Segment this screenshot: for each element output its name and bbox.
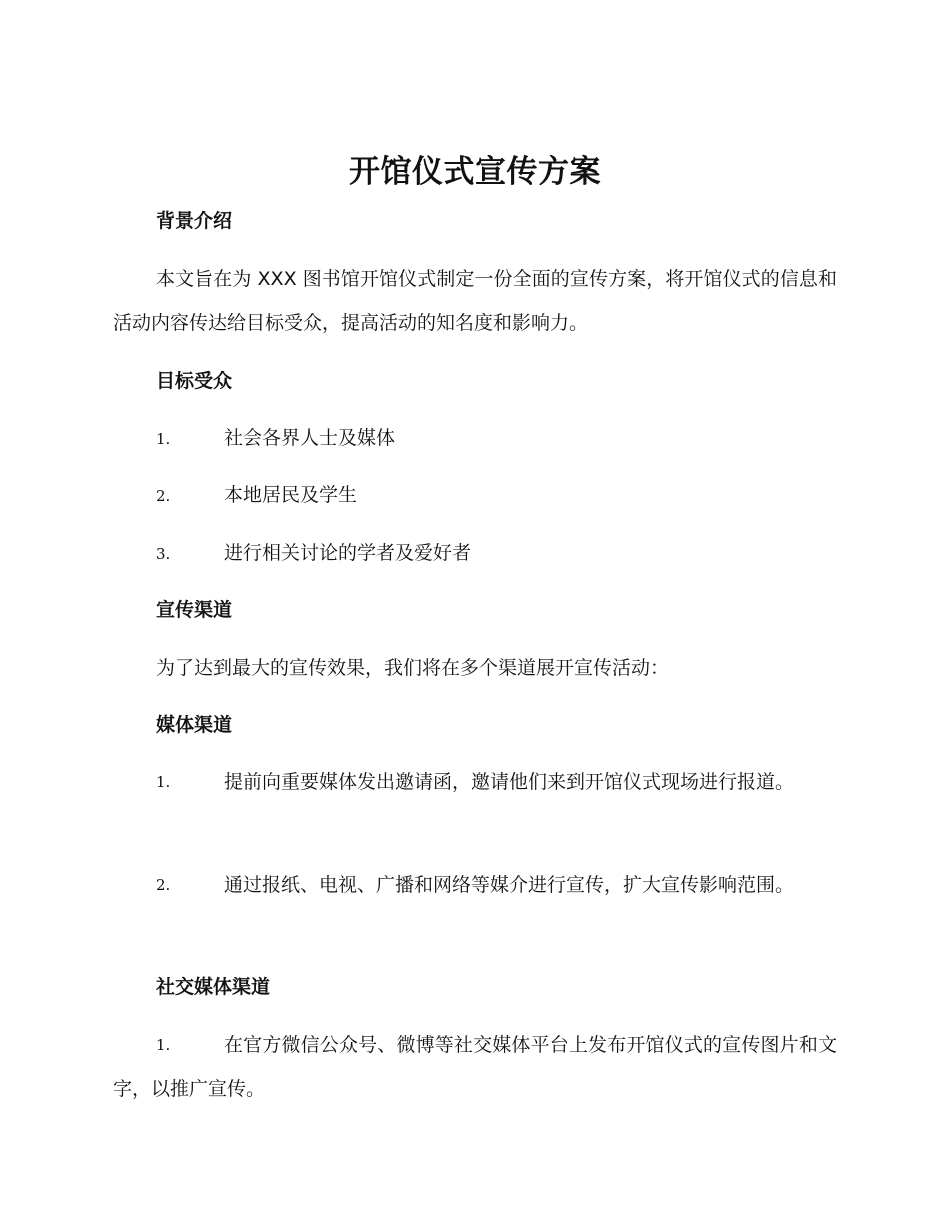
section-heading-background: 背景介绍 bbox=[156, 210, 233, 232]
list-number: 1. bbox=[156, 1036, 171, 1054]
list-number: 3. bbox=[156, 545, 171, 563]
channels-intro-text: 为了达到最大的宣传效果，我们将在多个渠道展开宣传活动： bbox=[156, 657, 670, 679]
list-item bbox=[113, 863, 837, 907]
list-number: 2. bbox=[156, 487, 171, 505]
section-heading-channels: 宣传渠道 bbox=[156, 599, 233, 621]
list-text: 本地居民及学生 bbox=[224, 484, 358, 506]
list-number: 2. bbox=[156, 876, 171, 894]
list-text: 在官方微信公众号、微博等社交媒体平台上发布开馆仪式的宣传图片和文字，以推广宣传。 bbox=[113, 1034, 837, 1100]
list-number: 1. bbox=[156, 773, 171, 791]
list-item bbox=[113, 1023, 837, 1111]
list-number: 1. bbox=[156, 430, 171, 448]
list-text: 提前向重要媒体发出邀请函，邀请他们来到开馆仪式现场进行报道。 bbox=[224, 771, 795, 793]
list-text: 社会各界人士及媒体 bbox=[224, 427, 396, 449]
list-item bbox=[113, 760, 837, 804]
section-heading-social: 社交媒体渠道 bbox=[156, 976, 271, 998]
list-text: 进行相关讨论的学者及爱好者 bbox=[224, 542, 472, 564]
background-paragraph: 本文旨在为 XXX 图书馆开馆仪式制定一份全面的宣传方案，将开馆仪式的信息和活动内容传达给目标受众，提高活动的知名度和影响力。 bbox=[113, 268, 837, 334]
section-heading-media: 媒体渠道 bbox=[156, 714, 233, 736]
document-title: 开馆仪式宣传方案 bbox=[349, 154, 601, 190]
section-heading-audience: 目标受众 bbox=[156, 370, 233, 392]
list-text: 通过报纸、电视、广播和网络等媒介进行宣传，扩大宣传影响范围。 bbox=[224, 874, 795, 896]
